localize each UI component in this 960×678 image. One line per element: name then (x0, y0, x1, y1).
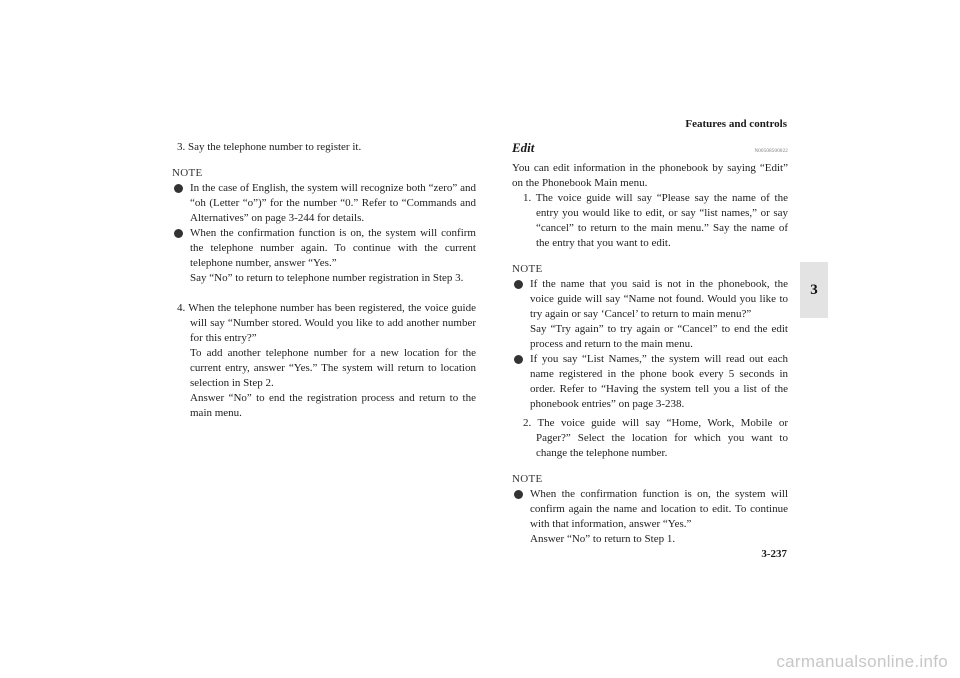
left-column (172, 140, 476, 421)
note-text: If you say “List Names,” the system will read out each name registered in the phone book every 5 seconds in order. Refer to “Having the system tell you a list of the phonebook entries” on page 3-238. (530, 353, 788, 410)
note-text-extra: Answer “No” to return to Step 1. (530, 533, 676, 545)
note-text-extra: Say “Try again” to try again or “Cancel” to end the edit process and return to the main menu. (530, 323, 788, 350)
note-text: If the name that you said is not in the phonebook, the voice guide will say “Name not found. Would you like to try again or say ‘Cancel’ to return to main menu?” (530, 278, 788, 320)
step-4-text: 4. When the telephone number has been registered, the voice guide will say “Number stored. Would you like to add another number for this entry?” (177, 302, 476, 344)
note-text: When the confirmation function is on, the system will confirm the telephone number again. To continue with the current telephone number, answer “Yes.” (190, 227, 476, 269)
bullet-icon (514, 280, 523, 289)
bullet-icon (174, 184, 183, 193)
note-text: In the case of English, the system will recognize both “zero” and “oh (Letter “o”)” for the number “0.” Refer to “Commands and Alternatives” on page 3-244 for details. (190, 182, 476, 224)
note-bullet (172, 226, 476, 286)
note-bullet (512, 352, 788, 412)
step-4-line2: To add another telephone number for a new location for the current entry, answer “Yes.” The system will return to location selection in Step 2. (190, 347, 476, 389)
step-2: 2. The voice guide will say “Home, Work, Mobile or Pager?” Select the location for which you want to change the telephone number. (523, 417, 788, 459)
note-label: NOTE (172, 167, 203, 179)
chapter-tab: 3 (800, 262, 828, 318)
bullet-icon (174, 229, 183, 238)
note-bullet (172, 181, 476, 226)
step-3: 3. Say the telephone number to register it. (177, 141, 362, 153)
note-bullet (512, 487, 788, 547)
page-number: 3-237 (761, 548, 787, 560)
note-text: When the confirmation function is on, the system will confirm again the name and location to edit. To continue with that information, answer “Yes.” (530, 488, 788, 530)
watermark: carmanualsonline.info (776, 652, 948, 671)
step-1: 1. The voice guide will say “Please say the name of the entry you would like to edit, or say “list names,” or say “cancel” to return to the main menu.” Say the name of the entry that you want to edit. (523, 192, 788, 249)
right-column (512, 140, 788, 547)
note-label: NOTE (512, 473, 543, 485)
bullet-icon (514, 490, 523, 499)
section-heading (512, 140, 788, 159)
note-label: NOTE (512, 263, 543, 275)
note-bullet (512, 277, 788, 352)
section-code: N00508500022 (754, 149, 788, 154)
note-text-extra: Say “No” to return to telephone number registration in Step 3. (190, 272, 464, 284)
running-header: Features and controls (685, 118, 787, 130)
section-intro: You can edit information in the phonebook by saying “Edit” on the Phonebook Main menu. (512, 162, 788, 189)
section-title: Edit (512, 140, 535, 155)
step-4 (172, 301, 476, 421)
step-4-line3: Answer “No” to end the registration process and return to the main menu. (190, 392, 476, 419)
bullet-icon (514, 355, 523, 364)
